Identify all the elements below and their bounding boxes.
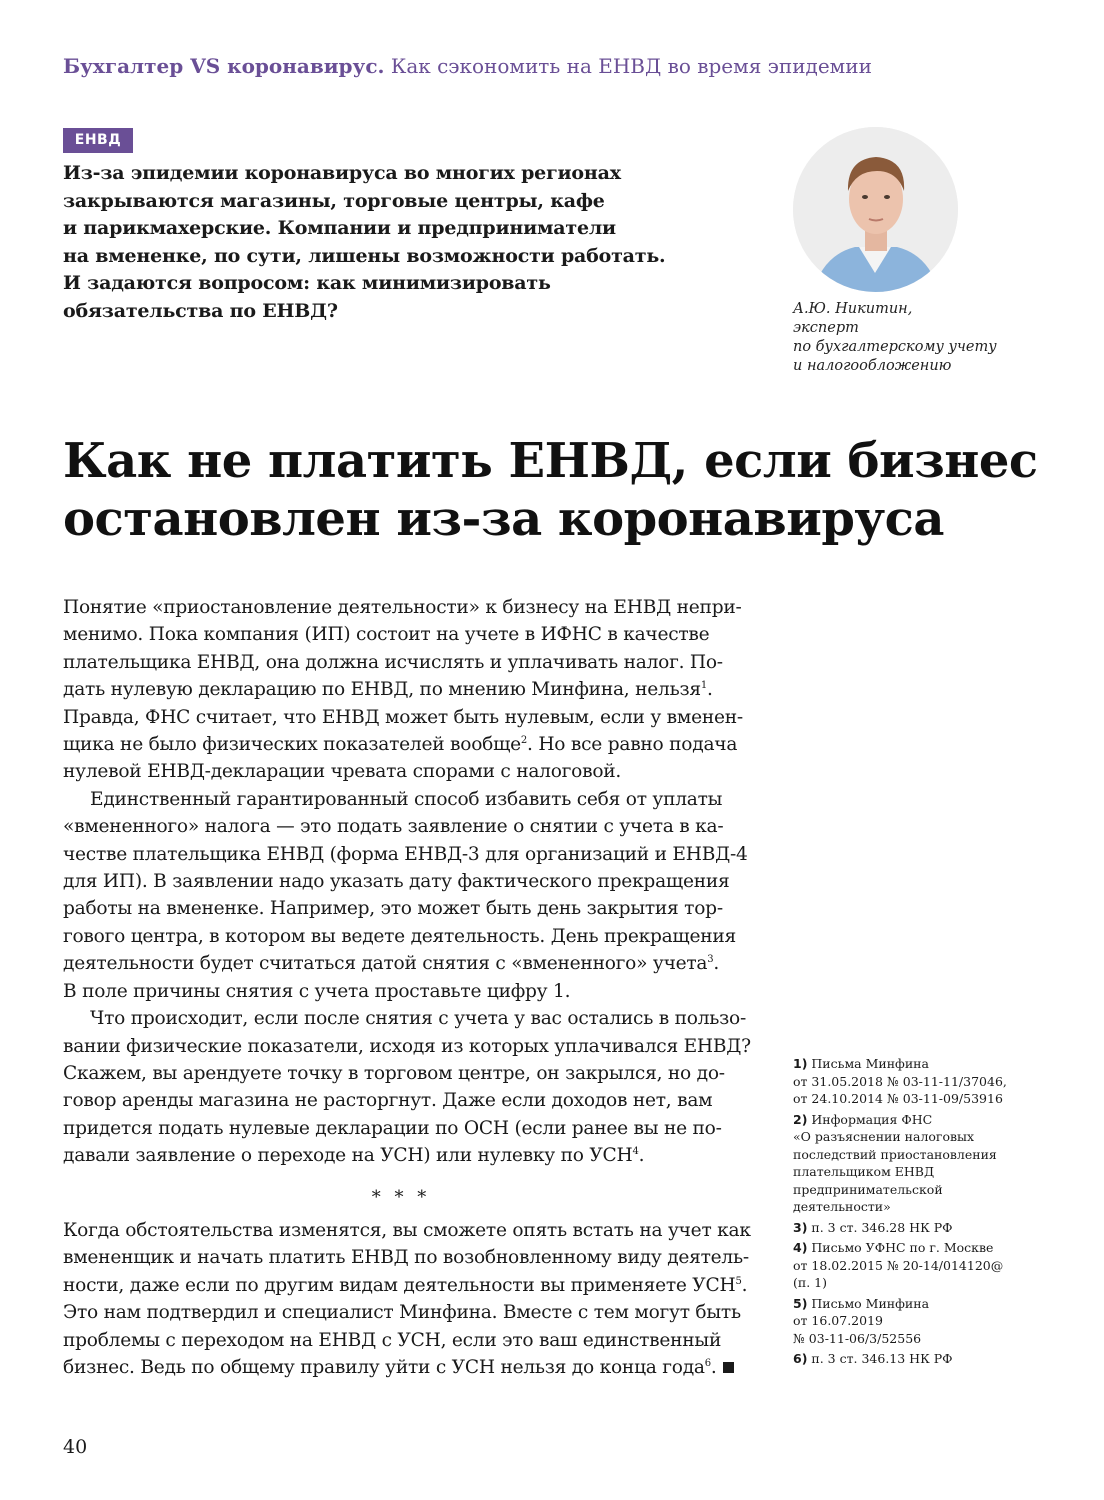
- title-line: остановлен из-за коронавируса: [63, 491, 944, 547]
- footnote-text: плательщиком ЕНВД: [793, 1164, 935, 1179]
- footnote: [793, 1219, 1063, 1237]
- footnote: [793, 1111, 1063, 1216]
- body-text: дать нулевую декларацию по ЕНВД, по мнению Минфина, нельзя: [63, 679, 701, 701]
- author-role-line: и налогообложению: [793, 358, 952, 374]
- body-line: [63, 731, 763, 758]
- category-tag: ЕНВД: [63, 128, 133, 153]
- author-name: А.Ю. Никитин,: [793, 301, 913, 317]
- body-text: .: [741, 1274, 748, 1296]
- footnote-text: п. 3 ст. 346.28 НК РФ: [811, 1219, 953, 1235]
- body-line: Понятие «приостановление деятельности» к бизнесу на ЕНВД непри-: [63, 597, 742, 618]
- body-line: плательщика ЕНВД, она должна исчислять и уплачивать налог. По-: [63, 651, 723, 673]
- lead-line: и парикмахерские. Компании и предприниматели: [63, 217, 616, 239]
- section-subtitle: Как сэкономить на ЕНВД во время эпидемии: [390, 54, 872, 78]
- footnote-number: 6): [793, 1351, 808, 1366]
- author-role-line: эксперт: [793, 320, 859, 336]
- body-line: [63, 676, 763, 703]
- footnote-text: Письма Минфина: [811, 1056, 929, 1071]
- lead-line: обязательства по ЕНВД?: [63, 299, 338, 322]
- body-paragraph: [63, 1217, 763, 1381]
- body-text: ности, даже если по другим видам деятельности вы применяете УСН: [63, 1274, 736, 1296]
- footnote-text: предпринимательской: [793, 1181, 943, 1197]
- body-text: давали заявление о переходе на УСН) или нулевку по УСН: [63, 1145, 633, 1167]
- body-text: деятельности будет считаться датой снятия с «вмененного» учета: [63, 953, 708, 975]
- footnote-text: последствий приостановления: [793, 1146, 997, 1162]
- body-text: . Но все равно подача: [527, 734, 738, 756]
- body-line: вмененщик и начать платить ЕНВД по возобновленному виду деятель-: [63, 1247, 749, 1269]
- body-line: проблемы с переходом на ЕНВД с УСН, если это ваш единственный: [63, 1329, 722, 1351]
- footnote-ref: 3: [707, 954, 714, 966]
- body-paragraph: [63, 594, 763, 786]
- footnote-number: 4): [793, 1240, 808, 1255]
- footnote: [793, 1055, 1063, 1108]
- footnote-ref: 2: [520, 735, 528, 747]
- lead-line: И задаются вопросом: как минимизировать: [63, 272, 551, 294]
- lead-line: Из-за эпидемии коронавируса во многих регионах: [63, 162, 621, 184]
- footnote: [793, 1350, 1063, 1368]
- footnote-text: п. 3 ст. 346.13 НК РФ: [811, 1351, 953, 1366]
- footnote-text: Информация ФНС: [811, 1111, 933, 1127]
- footnote-ref: 6: [704, 1358, 711, 1370]
- author-portrait-illustration: [793, 127, 958, 292]
- footnote-ref: 4: [632, 1146, 639, 1158]
- body-line: [63, 1354, 763, 1381]
- body-line: гового центра, в котором вы ведете деятельность. День прекращения: [63, 925, 736, 947]
- footnote-text: (п. 1): [793, 1275, 827, 1290]
- body-text: щика не было физических показателей вообще: [63, 734, 521, 756]
- body-line: Когда обстоятельства изменятся, вы сможете опять встать на учет как: [63, 1220, 751, 1241]
- lead-paragraph: [63, 160, 743, 325]
- body-line: нулевой ЕНВД-декларации чревата спорами с налоговой.: [63, 761, 622, 783]
- footnote-number: 2): [793, 1111, 808, 1127]
- body-text: .: [710, 1357, 717, 1379]
- article-body: [63, 594, 763, 1170]
- body-line: придется подать нулевые декларации по ОСН (если ранее вы не по-: [63, 1117, 722, 1139]
- author-role-line: по бухгалтерскому учету: [793, 339, 997, 355]
- lead-line: на вмененке, по сути, лишены возможности работать.: [63, 244, 666, 267]
- footnote-text: № 03-11-06/3/52556: [793, 1330, 922, 1346]
- running-head: [63, 54, 872, 78]
- body-line: [63, 1272, 763, 1299]
- footnote-text: Письмо Минфина: [811, 1295, 930, 1311]
- footnote-text: деятельности»: [793, 1199, 891, 1214]
- body-text: .: [638, 1145, 645, 1167]
- title-line: Как не платить ЕНВД, если бизнес: [63, 433, 1038, 489]
- body-line: Правда, ФНС считает, что ЕНВД может быть нулевым, если у вменен-: [63, 706, 743, 728]
- footnote-number: 5): [793, 1295, 808, 1311]
- footnote-text: от 31.05.2018 № 03-11-11/37046,: [793, 1073, 1007, 1089]
- author-photo: [793, 127, 958, 292]
- footnote: [793, 1295, 1063, 1348]
- body-text: бизнес. Ведь по общему правилу уйти с УСН нельзя до конца года: [63, 1357, 705, 1379]
- body-line: В поле причины снятия с учета проставьте цифру 1.: [63, 980, 571, 1002]
- body-text: .: [706, 679, 713, 701]
- body-line: Скажем, вы арендуете точку в торговом центре, он закрылся, но до-: [63, 1062, 725, 1084]
- body-text: .: [713, 953, 720, 975]
- footnote-ref: 5: [735, 1275, 742, 1287]
- footnote-text: от 16.07.2019: [793, 1313, 883, 1328]
- lead-line: закрываются магазины, торговые центры, кафе: [63, 189, 605, 212]
- footnote-ref: 1: [700, 680, 707, 692]
- body-line: для ИП). В заявлении надо указать дату фактического прекращения: [63, 871, 730, 893]
- body-paragraph: [63, 786, 763, 1005]
- body-paragraph: [63, 1005, 763, 1169]
- body-line: честве плательщика ЕНВД (форма ЕНВД-3 для организаций и ЕНВД-4: [63, 843, 748, 865]
- body-line: Это нам подтвердил и специалист Минфина. Вместе с тем могут быть: [63, 1302, 741, 1324]
- article-title: [63, 432, 1063, 548]
- body-line: говор аренды магазина не расторгнут. Даже если доходов нет, вам: [63, 1090, 713, 1112]
- footnotes-sidebar: [793, 1055, 1063, 1371]
- body-line: «вмененного» налога — это подать заявление о снятии с учета в ка-: [63, 816, 724, 838]
- footnote-text: Письмо УФНС по г. Москве: [811, 1240, 994, 1255]
- footnote: [793, 1239, 1063, 1292]
- body-line: [63, 1142, 763, 1169]
- footnote-text: «О разъяснении налоговых: [793, 1129, 975, 1144]
- article-body-continued: [63, 1217, 763, 1381]
- author-caption: [793, 300, 1023, 376]
- body-line: менимо. Пока компания (ИП) состоит на учете в ИФНС в качестве: [63, 624, 710, 646]
- page-number: 40: [63, 1436, 88, 1458]
- body-line: работы на вмененке. Например, это может быть день закрытия тор-: [63, 898, 723, 920]
- body-line: [63, 950, 763, 977]
- body-line: вании физические показатели, исходя из которых уплачивался ЕНВД?: [63, 1035, 751, 1057]
- end-of-article-mark: [723, 1362, 734, 1373]
- footnote-text: от 18.02.2015 № 20-14/014120@: [793, 1257, 1004, 1273]
- footnote-number: 1): [793, 1056, 808, 1071]
- section-separator: * * *: [371, 1187, 431, 1208]
- section-name: Бухгалтер VS коронавирус.: [63, 54, 385, 78]
- body-line: Единственный гарантированный способ избавить себя от уплаты: [90, 788, 723, 810]
- body-line: Что происходит, если после снятия с учета у вас остались в пользо-: [90, 1008, 747, 1030]
- footnote-text: от 24.10.2014 № 03-11-09/53916: [793, 1091, 1003, 1106]
- footnote-number: 3): [793, 1219, 808, 1235]
